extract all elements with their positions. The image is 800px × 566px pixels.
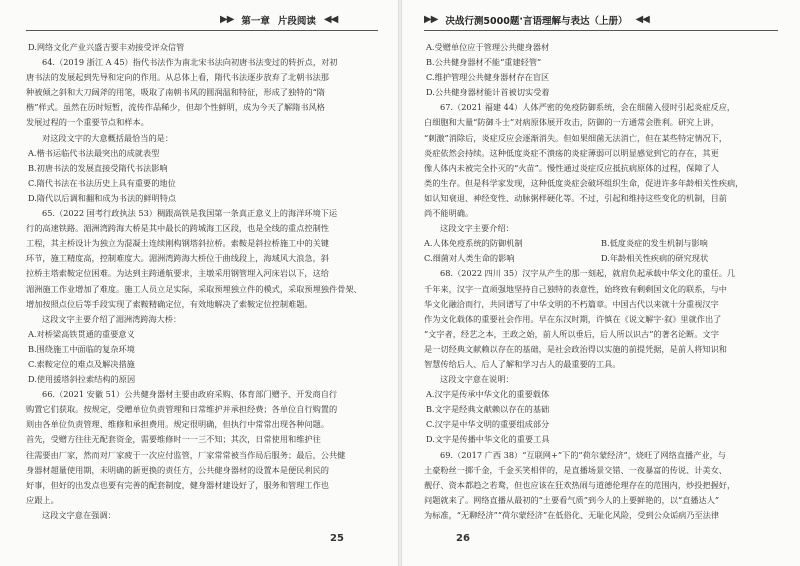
text-line: 身器材超量使用期，未明确的新更换的责任方，公共健身器材的设置本是便民利民的 — [26, 464, 329, 475]
text-line: 是一切经典文献赖以存在的基础，是社会政治得以实施的前提凭据，是前人将知识和 — [424, 343, 727, 354]
answer-option: B.初唐书法的发展直接受隋代书法影响 — [28, 162, 168, 173]
text-line: 这段文字意在强调： — [42, 509, 116, 520]
text-line: 增加按照点位后等手段实现了索鞍精确定位，有效地解决了索鞍定位控制难题。 — [26, 298, 313, 309]
right-page-text — [424, 40, 778, 523]
text-line: 首先，受赠方往往无配套资金，需要维修时一一三不知；其次，日常使用和维护往 — [26, 434, 321, 445]
text-line: 往需要由厂家，然而对厂家疲于一次应付监管，厂家常常被当作局后服务；最后，公共健 — [26, 449, 346, 460]
text-line: 靓仔、资本都趋之若鹜，但也应该在狂欢热闹与道德伦理存在的范围内，炒投把握好， — [424, 479, 736, 490]
answer-option: C.维护管理公共健身器材存在盲区 — [426, 72, 550, 83]
text-line: 69.（2017 广西 38）“互联网+”下的“荷尔蒙经济”，烧旺了网络直播产业，与 — [440, 449, 726, 460]
header-ornament-icon: ▶▶ — [424, 14, 438, 25]
text-line: 好事，但好的出发点也要有完善的配套制度，健身器材建设好了，服务和管理工作也 — [26, 479, 329, 490]
answer-option: C.隋代书法在书法历史上具有重要的地位 — [28, 177, 176, 188]
answer-option: C.细菌对人类生命的影响 — [424, 253, 515, 264]
text-line: 如认知衰退、神经变性、动脉粥样硬化等。不过，引起和维持这些变化的机制，目前 — [424, 192, 727, 203]
text-line: 这段文字主要介绍： — [440, 223, 514, 234]
right-page — [400, 0, 800, 566]
text-line: 68.（2022 四川 35）汉字从产生的那一刻起，就肩负起承载中华文化的重任。几 — [440, 268, 736, 279]
chapter-title: 片段阅读 — [277, 15, 316, 27]
left-running-header — [220, 11, 337, 28]
answer-option-row — [424, 251, 778, 266]
answer-option: B.公共健身器材不能“重建轻管” — [426, 57, 542, 68]
left-page-text — [26, 40, 378, 523]
header-ornament-icon: ◀◀ — [635, 14, 649, 25]
chapter-label: 第一章 — [241, 15, 270, 27]
text-line: 问题就来了。网络直播从最初的“土要看气质”到今人的上要鲜艳的，以“直播达人” — [424, 494, 720, 505]
answer-option: A.汉字是传承中华文化的重要载体 — [426, 389, 550, 400]
text-line: “刺激”消除后，炎症反应会逐渐消失。但如果细菌无法消亡，但在某些特定情况下， — [424, 132, 728, 143]
text-line: “文字者，经艺之本，王政之始，前人所以垂后，后人所以识古”的著名论断。文字 — [424, 328, 719, 339]
text-line: 种被倾之斜和大刀阔斧的用笔，吸取了南朝书风的圆润温和特征，形成了独特的“隋 — [26, 87, 325, 98]
text-line: 土豪粉丝一掷千金，千金买笑相伴的，是直播场景交错、一夜暴富的传说、计美女、 — [424, 464, 727, 475]
answer-option: A.受赠单位应于管理公共健身器材 — [426, 42, 550, 52]
text-line: 应跟上。 — [26, 494, 59, 505]
book-subject-title: 言语理解与表达（上册） — [522, 15, 628, 27]
answer-option: C.汉字是中华文明的重要组成部分 — [426, 419, 550, 430]
header-rule — [424, 30, 778, 31]
text-line: 对这段文字的大意概括最恰当的是： — [42, 132, 174, 143]
answer-option: D.隋代以后调和翻和成为书法的鲜明特点 — [28, 192, 177, 203]
answer-option: D.年龄相关性疾病的研究现状 — [601, 253, 709, 264]
answer-option: A.对桥梁高铁贯通的重要意义 — [28, 328, 135, 339]
text-line: 作为文化载体的重要社会作用。早在东汉时期，许慎在《说文解字·叙》里就作出了 — [424, 313, 722, 324]
answer-option: B.低度炎症的发生机制与影响 — [601, 238, 708, 249]
answer-option: A.人体免疫系统的防御机制 — [424, 238, 523, 249]
text-line: 发展过程的一个重要节点和样本。 — [26, 117, 149, 128]
text-line: 尚不能明确。 — [424, 208, 474, 219]
answer-option: C.索鞍定位的难点及解决措施 — [28, 358, 135, 369]
answer-option: B.文字是经典文献赖以存在的基础 — [426, 404, 550, 415]
text-line: 白细胞和大量“防御斗士”对病原体展开攻击，防御的一方通常会胜利。研究上讲， — [424, 117, 719, 128]
answer-option: D.公共健身器材能计首被切实受着 — [426, 87, 550, 98]
text-line: 唐书法的发展起到先导和定向的作用。从总体上看，隋代书法逐步放弃了北朝书法那 — [26, 72, 329, 83]
text-line: 66.（2021 安徽 51）公共健身器材主要由政府采购、体育部门赠予、开发商自行 — [42, 389, 338, 400]
text-line: 楷”样式。虽然在历时短暂，流传作品稀少，但却个性鲜明，成为今天了解隋书风格 — [26, 102, 325, 113]
text-line: 64.（2019 浙江 A 45）指代书法作为南北宋书法向初唐书法变过的转折点，对初 — [42, 57, 338, 68]
text-line: 湄洲施工作业增加了难度。施工人员立足实际，采取预埋独立件的模式，采取预埋独件骨架、 — [26, 283, 362, 294]
answer-option: A.楷书运临代书法最突出的成就表型 — [28, 147, 160, 158]
answer-option-row — [424, 236, 778, 251]
text-line: 千年来，汉字一直顽强地坚持自己独特的表意性，始终致有剩剩国文化的联系，与中 — [424, 283, 727, 294]
answer-option: B.围绕施工中面临的复杂环境 — [28, 343, 135, 354]
page-number: 26 — [456, 533, 470, 544]
header-ornament-icon: ◀◀ — [323, 14, 338, 25]
header-ornament-icon: ▶▶ — [220, 14, 234, 25]
text-line: 为标准，“无聊经济”“荷尔蒙经济”在低俗化、无耻化风险，受到公众诟病乃至法律 — [424, 509, 720, 520]
text-line: 类的生存。但是科学家发现，这种低度炎症会破坏组织生命，促进许多年龄相关性疾病， — [424, 177, 744, 188]
text-line: 环节，施工精度高，控制难度大。湄洲湾跨海大桥位于曲线段上，海域风大浪急，斜 — [26, 253, 329, 264]
text-line: 行的高速铁路。湄洲湾跨海大桥是其中最长的跨城海工区段，也是全线的重点控制性 — [26, 223, 329, 234]
text-line: 炎症依然会持续。这种低度炎症不溃疡的炎症薄弱可以明显感觉到它的存在，其更 — [424, 147, 719, 158]
header-rule — [26, 30, 378, 31]
text-line: 像人体内未被完全扑灭的“火苗”。慢性通过炎症反应抵抗病原体的过程，保障了人 — [424, 162, 719, 173]
text-line: 智慧传给后人、后人了解和学习古人的最重要的工具。 — [424, 358, 621, 369]
answer-option: D.网络文化产业兴盛吉要丰劝接受评众信管 — [28, 42, 185, 52]
text-line: 工程，其主桥设计为独立为混凝土连续刚构钢塔斜拉桥。索鞍是斜拉桥施工中的关键 — [26, 238, 329, 249]
text-line: 华文化融洽而行，共同谱写了中华文明的不朽篇章。中国古代以来就十分重视汉字 — [424, 298, 719, 309]
answer-option: D.使用援塔斜拉索结构的原因 — [28, 374, 136, 385]
text-line: 则由各单位负责管理、维修和承担费用。规定很明确，但执行中常常出现各种问题。 — [26, 419, 329, 430]
text-line: 这段文字意在说明： — [440, 374, 514, 385]
text-line: 这段文字主要介绍了湄洲湾跨海大桥： — [42, 313, 182, 324]
text-line: 65.（2022 国考行政执法 53）稠跟高铁是我国第一条真正意义上的海洋环境下运 — [42, 208, 338, 219]
book-series-title: 决战行测5000题 — [445, 15, 520, 27]
text-line: 67.（2021 福建 44）人体严密的免疫防御系统，会在细菌入侵时引起炎症反应， — [440, 102, 736, 113]
right-running-header: ▶▶ 决战行测5000题 · 言语理解与表达（上册） ◀◀ — [424, 14, 649, 27]
answer-option: D.文字是传播中华文化的重要工具 — [426, 434, 550, 445]
text-line: 购置它们获取。按规定，受赠单位负责管理和日常维护并承担经费；各单位自行购置的 — [26, 404, 338, 415]
page-number: 25 — [330, 533, 344, 544]
text-line: 拉桥主塔索鞍定位困难。为达到主跨通航要求，主墩采用钢管埋入河床岩以下，这给 — [26, 268, 329, 279]
